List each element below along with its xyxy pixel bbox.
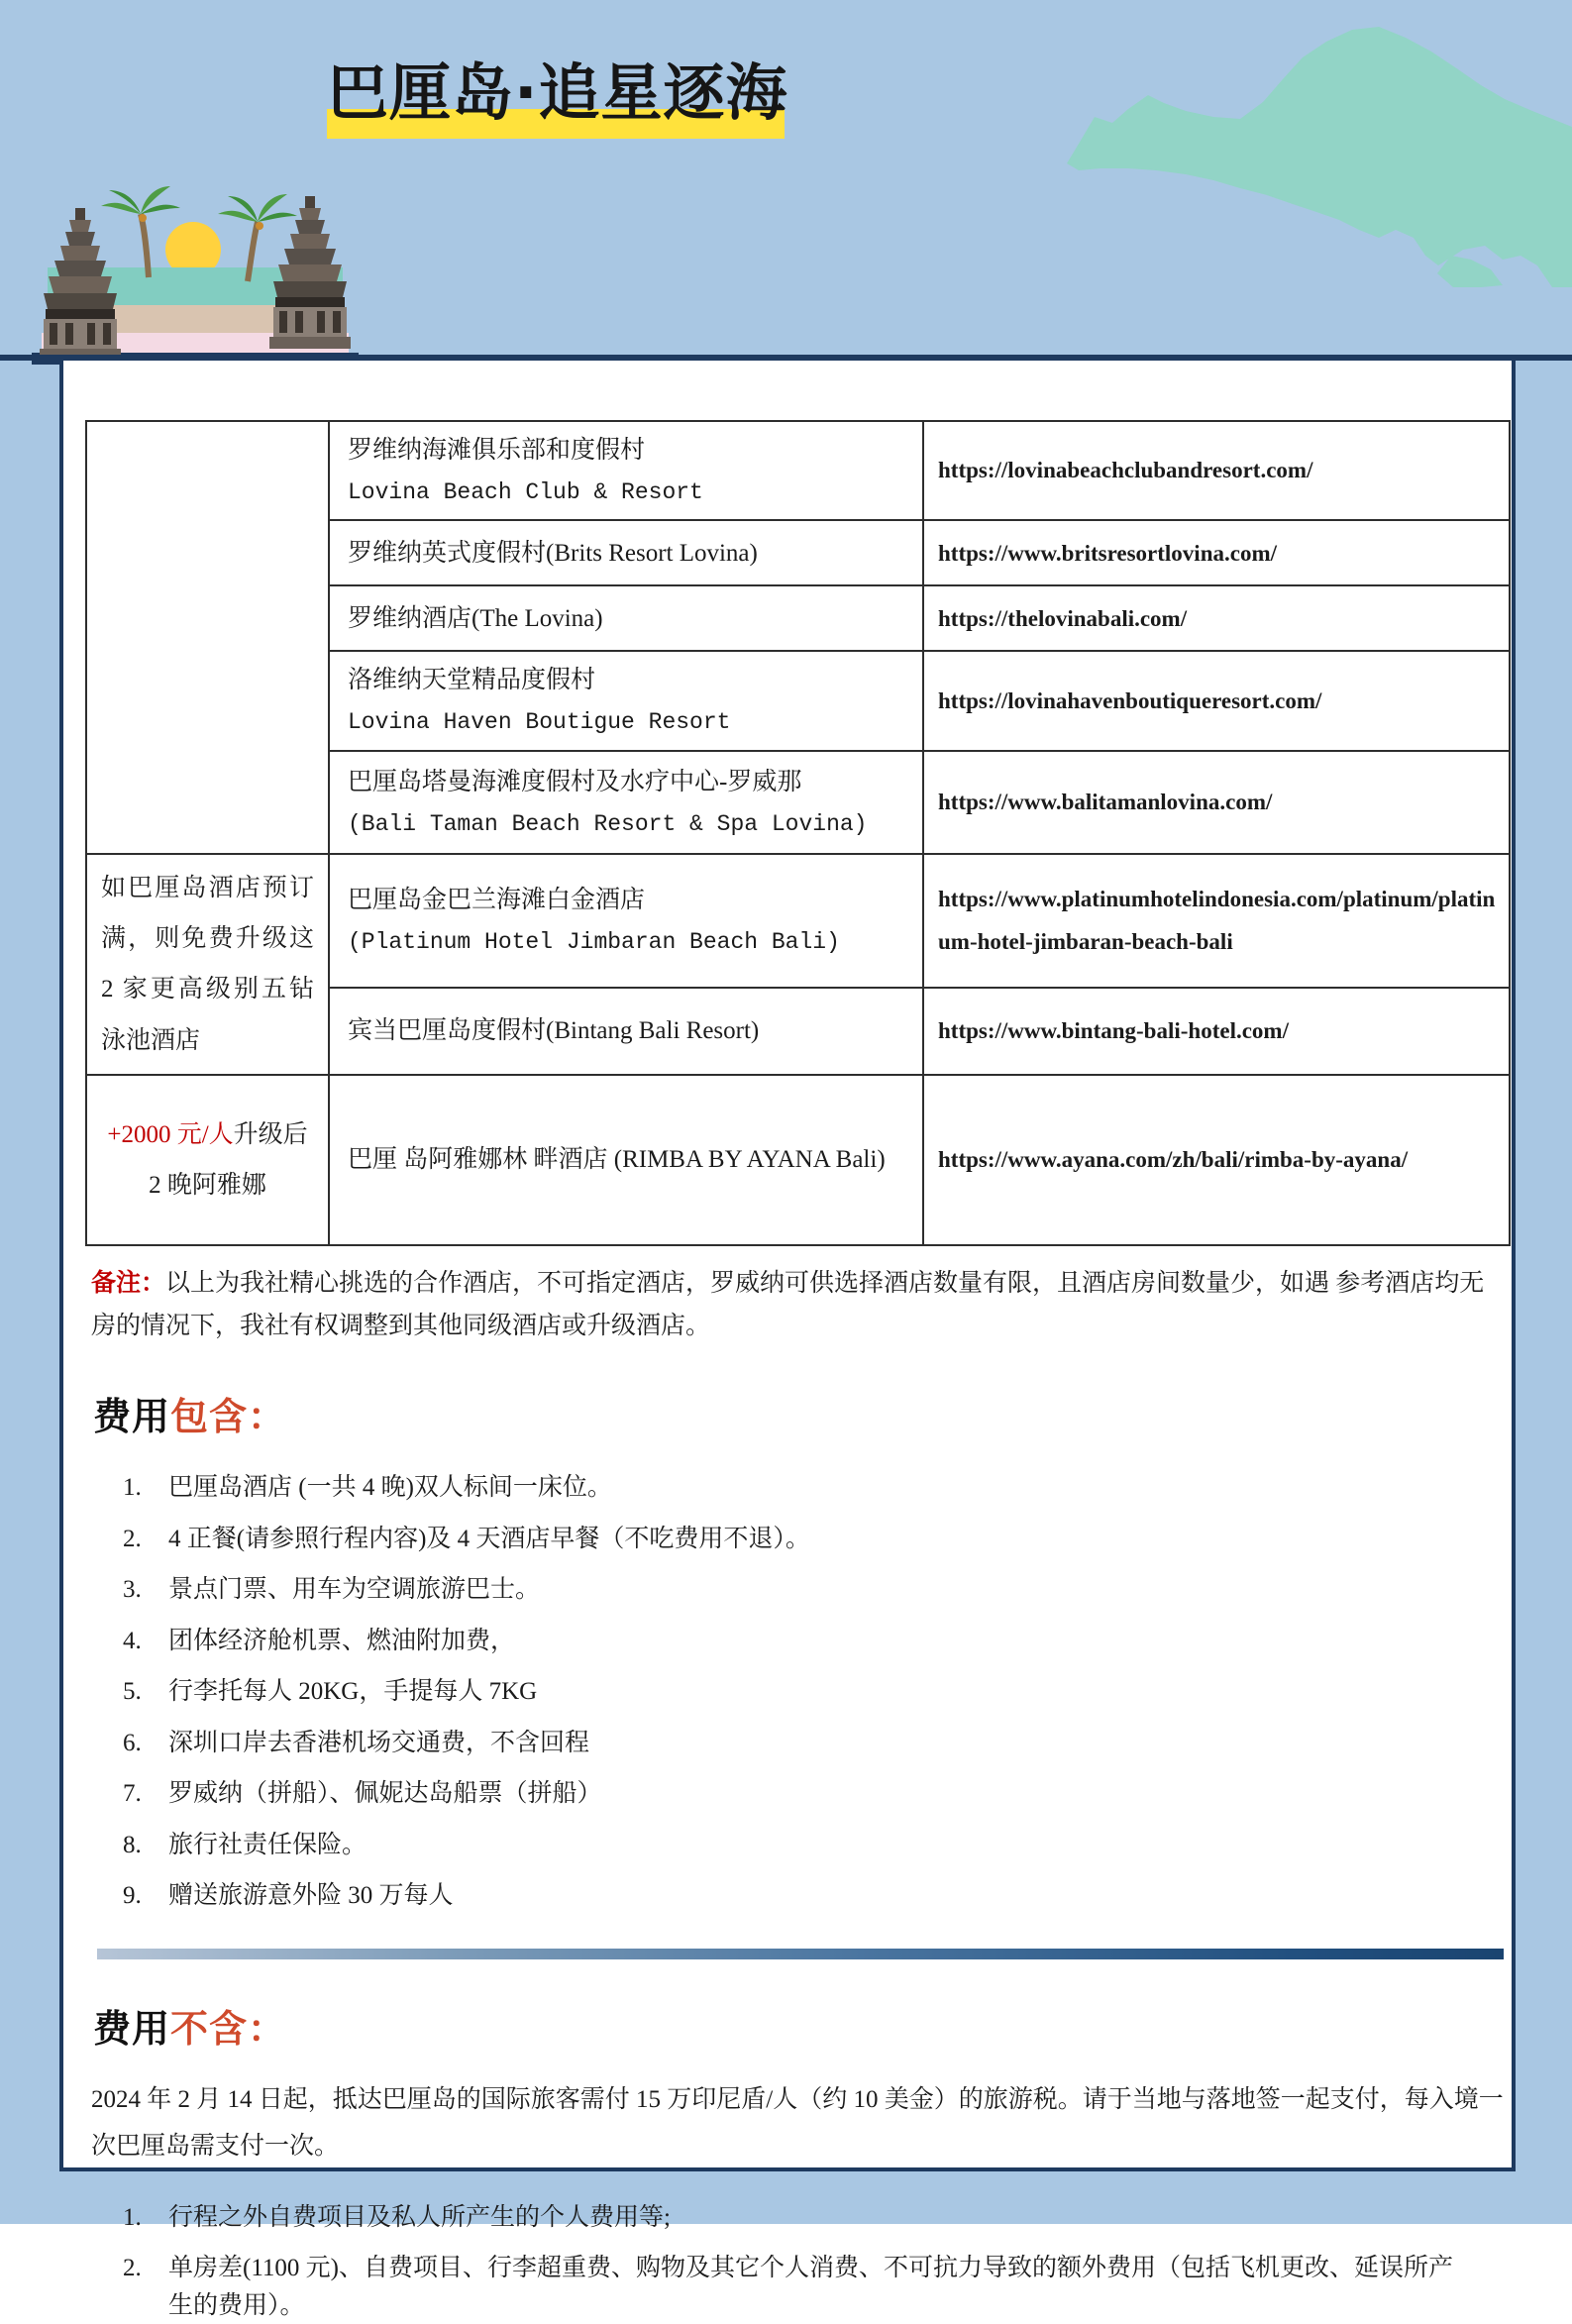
- hotel-name-en: (Bali Taman Beach Resort & Spa Lovina): [348, 810, 868, 837]
- list-item: [85, 1469, 1488, 1507]
- hotel-name-cell: [329, 651, 923, 750]
- ayana-upgrade-cell: [86, 1075, 329, 1245]
- temple-beach-icon: [32, 111, 359, 369]
- list-item-text: 行程之外自费项目及私人所产生的个人费用等;: [168, 2203, 671, 2231]
- hotel-url-cell: https://www.ayana.com/zh/bali/rimba-by-ayana/: [923, 1075, 1510, 1245]
- ayana-price: +2000 元/人: [107, 1120, 234, 1148]
- list-item-text: 景点门票、用车为空调旅游巴士。: [168, 1576, 541, 1604]
- list-item: [85, 1571, 1488, 1609]
- list-item-number: 7.: [123, 1780, 142, 1808]
- hotel-name-en: Lovina Haven Boutigue Resort: [348, 709, 731, 736]
- list-item: [85, 1877, 1488, 1915]
- hotel-url-cell: https://www.balitamanlovina.com/: [923, 751, 1510, 854]
- page-title: 巴厘岛·追星逐海: [327, 56, 788, 129]
- list-item-text: 巴厘岛酒店 (一共 4 晚)双人标间一床位。: [168, 1474, 612, 1502]
- list-item-text: 4 正餐(请参照行程内容)及 4 天酒店早餐（不吃费用不退）。: [168, 1525, 810, 1552]
- hotel-name-cell: [329, 421, 923, 520]
- list-item: [85, 1827, 1488, 1864]
- list-item-text: 团体经济舱机票、燃油附加费，: [168, 1627, 516, 1654]
- hotel-name-cn: 巴厘岛金巴兰海滩白金酒店: [348, 887, 646, 914]
- list-item-number: 2.: [123, 2255, 142, 2282]
- list-item-text: 罗威纳（拼船）、佩妮达岛船票（拼船）: [168, 1780, 602, 1808]
- table-row: [86, 421, 1510, 520]
- list-item-number: 4.: [123, 1627, 142, 1654]
- fee-included-list: [85, 1469, 1488, 1915]
- tourist-tax-note: 2024 年 2 月 14 日起，抵达巴厘岛的国际旅客需付 15 万印尼盾/人（约 10 美金）的旅游税。请于当地与落地签一起支付，每入境一次巴厘岛需支付一次。: [91, 2086, 1504, 2160]
- header: [0, 0, 1572, 363]
- hotel-name-cell: [329, 854, 923, 988]
- hotel-url-cell: https://lovinabeachclubandresort.com/: [923, 421, 1510, 520]
- hotel-table: [85, 420, 1511, 1246]
- hotel-name-cn: 巴厘岛塔曼海滩度假村及水疗中心-罗威那: [348, 768, 802, 795]
- list-item: [85, 1623, 1488, 1660]
- hotel-name-cell: 罗维纳英式度假村(Brits Resort Lovina): [329, 520, 923, 585]
- list-item: [85, 1521, 1488, 1558]
- list-item-number: 9.: [123, 1882, 142, 1910]
- remark-text: 以上为我社精心挑选的合作酒店，不可指定酒店，罗威纳可供选择酒店数量有限，且酒店房间数量少，如遇 参考酒店均无房的情况下，我社有权调整到其他同级酒店或升级酒店。: [91, 1269, 1485, 1339]
- list-item-text: 单房差(1100 元)、自费项目、行李超重费、购物及其它个人消费、不可抗力导致的额外费用（包括飞机更改、延误所产生的费用）。: [168, 2255, 1453, 2319]
- fee-excluded-heading: [93, 2007, 1488, 2053]
- list-item-number: 3.: [123, 1576, 142, 1604]
- heading-black-part: 费用: [93, 2006, 171, 2051]
- list-item: [85, 2250, 1488, 2324]
- list-item-number: 6.: [123, 1729, 142, 1756]
- hotel-url-cell: https://www.platinumhotelindonesia.com/platinum/platinum-hotel-jimbaran-beach-bali: [923, 854, 1510, 988]
- list-item-number: 8.: [123, 1831, 142, 1858]
- heading-red-part: 不含：: [170, 2006, 287, 2051]
- list-item: [85, 1673, 1488, 1711]
- hotel-name-cn: 洛维纳天堂精品度假村: [348, 667, 596, 694]
- table-row: [86, 854, 1510, 988]
- list-item: [85, 1725, 1488, 1762]
- ayana-note: 升级后 2 晚阿雅娜: [149, 1120, 308, 1199]
- hotel-url-cell: https://www.bintang-bali-hotel.com/: [923, 988, 1510, 1075]
- remark-label: 备注：: [91, 1269, 166, 1297]
- hotel-url-cell: https://www.britsresortlovina.com/: [923, 520, 1510, 585]
- fee-included-heading: [93, 1395, 1488, 1440]
- bali-map-icon: [1037, 0, 1572, 287]
- palm-tree-icon: [101, 186, 180, 277]
- hotel-url-cell: https://lovinahavenboutiqueresort.com/: [923, 651, 1510, 750]
- table-row: [86, 1075, 1510, 1245]
- heading-black-part: 费用: [93, 1394, 171, 1438]
- upgrade-note-cell: 如巴厘岛酒店预订满，则免费升级这 2 家更高级别五钻泳池酒店: [86, 854, 329, 1075]
- list-item-number: 5.: [123, 1678, 142, 1706]
- hotel-name-cell: 巴厘 岛阿雅娜林 畔酒店 (RIMBA BY AYANA Bali): [329, 1075, 923, 1245]
- list-item-text: 旅行社责任保险。: [168, 1831, 367, 1858]
- hotel-name-en: Lovina Beach Club & Resort: [348, 479, 703, 505]
- list-item: [85, 1775, 1488, 1813]
- list-item: [85, 2199, 1488, 2237]
- list-item-text: 行李托每人 20KG，手提每人 7KG: [168, 1678, 538, 1706]
- hotel-name-cell: 罗维纳酒店(The Lovina): [329, 585, 923, 651]
- heading-red-part: 包含：: [170, 1394, 287, 1438]
- section-divider: [97, 1949, 1504, 1959]
- empty-side-cell: [86, 421, 329, 854]
- list-item-text: 深圳口岸去香港机场交通费，不含回程: [168, 1729, 590, 1756]
- hotel-name-en: (Platinum Hotel Jimbaran Beach Bali): [348, 929, 840, 956]
- content-panel: [59, 357, 1516, 2319]
- hotel-name-cell: 宾当巴厘岛度假村(Bintang Bali Resort): [329, 988, 923, 1075]
- title-block: [327, 48, 802, 147]
- list-item-number: 1.: [123, 1474, 142, 1502]
- hotel-url-cell: https://thelovinabali.com/: [923, 585, 1510, 651]
- fee-excluded-list: [85, 2199, 1488, 2324]
- hotel-name-cell: [329, 751, 923, 854]
- list-item-number: 1.: [123, 2203, 142, 2231]
- list-item-number: 2.: [123, 1525, 142, 1552]
- list-item-text: 赠送旅游意外险 30 万每人: [168, 1882, 454, 1910]
- hotel-name-cn: 罗维纳海滩俱乐部和度假村: [348, 437, 646, 464]
- remark: [91, 1262, 1508, 1347]
